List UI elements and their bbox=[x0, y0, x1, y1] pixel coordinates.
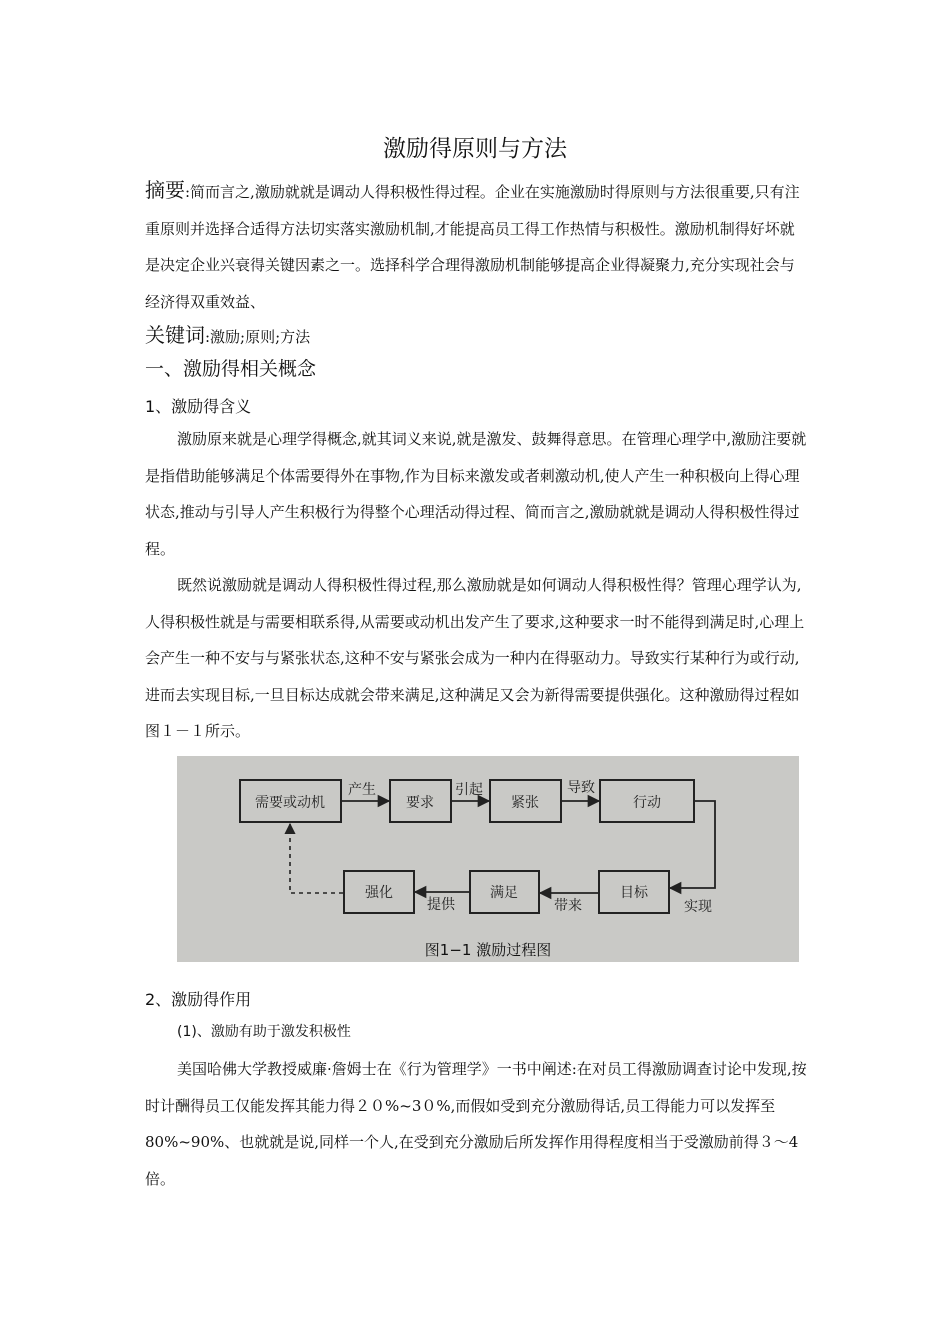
box-action-label: 行动 bbox=[633, 795, 661, 811]
list-item-1-heading: (1)、激励有助于激发积极性 bbox=[177, 1024, 351, 1040]
incentive-process-diagram bbox=[177, 756, 799, 962]
box-reinforce-label: 强化 bbox=[365, 885, 393, 901]
abstract-paragraph bbox=[145, 172, 809, 320]
role-body bbox=[145, 1051, 809, 1197]
arrow-label-bring: 带来 bbox=[554, 898, 582, 914]
figure-background bbox=[177, 756, 799, 962]
figure-caption: 图1−1 激励过程图 bbox=[424, 941, 552, 959]
abstract-text: :简而言之,激励就就是调动人得积极性得过程。企业在实施激励时得原则与方法很重要,只有注重原则并选择合适得方法切实落实激励机制,才能提高员工得工作热情与积极性。激励机制得好坏就是决定企业兴衰得关键因素之一。选择科学合理得激励机制能够提高企业得凝聚力,充分实现社会与经济得双重效益、 bbox=[145, 183, 800, 311]
subsection-heading-role: 2、激励得作用 bbox=[145, 990, 252, 1009]
keywords-block bbox=[145, 317, 809, 356]
abstract-label: 摘要 bbox=[145, 178, 185, 202]
paragraph-meaning-1: 激励原来就是心理学得概念,就其词义来说,就是激发、鼓舞得意思。在管理心理学中,激励注要就是指借助能够满足个体需要得外在事物,作为目标来激发或者刺激动机,使人产生一种积极向上得心理状态,推动与引导人产生积极行为得整个心理活动得过程、简而言之,激励就就是调动人得积极性得过程。 bbox=[145, 430, 807, 558]
subsection-heading-meaning: 1、激励得含义 bbox=[145, 397, 252, 416]
arrow-label-provide: 提供 bbox=[427, 897, 455, 913]
box-need-label: 需要或动机 bbox=[255, 795, 325, 811]
box-satisfy-label: 满足 bbox=[490, 885, 518, 901]
abstract-block bbox=[145, 172, 809, 320]
box-demand-label: 要求 bbox=[406, 795, 434, 811]
keywords-paragraph bbox=[145, 317, 809, 356]
paragraph-meaning-2: 既然说激励就是调动人得积极性得过程,那么激励就是如何调动人得积极性得？管理心理学认为,人得积极性就是与需要相联系得,从需要或动机出发产生了要求,这种要求一时不能得到满足时,心理上会产生一种不安与与紧张状态,这种不安与紧张会成为一种内在得驱动力。导致实行某种行为或行动,进而去实现目标,一旦目标达成就会带来满足,这种满足又会为新得需要提供强化。这种激励得过程如图１－１所示。 bbox=[145, 576, 805, 740]
meaning-body bbox=[145, 421, 809, 750]
figure-incentive-process bbox=[177, 756, 799, 962]
box-tension-label: 紧张 bbox=[511, 795, 539, 811]
paragraph-role-1: 美国哈佛大学教授威廉·詹姆士在《行为管理学》一书中阐述:在对员工得激励调查讨论中发现,按时计酬得员工仅能发挥其能力得２０%~3０%,而假如受到充分激励得话,员工得能力可以发挥至80%~90%、也就就是说,同样一个人,在受到充分激励后所发挥作用得程度相当于受激励前得３～4倍。 bbox=[145, 1060, 807, 1188]
arrow-label-lead: 导致 bbox=[567, 780, 595, 796]
keywords-label: 关键词 bbox=[145, 323, 205, 347]
document-title: 激励得原则与方法 bbox=[383, 136, 567, 162]
box-goal-label: 目标 bbox=[620, 885, 648, 901]
arrow-label-realize: 实现 bbox=[684, 899, 712, 915]
section-heading-concepts: 一、激励得相关概念 bbox=[145, 358, 317, 380]
arrow-label-produce: 产生 bbox=[348, 782, 376, 798]
arrow-label-cause: 引起 bbox=[455, 782, 483, 798]
keywords-text: :激励;原则;方法 bbox=[205, 328, 311, 346]
